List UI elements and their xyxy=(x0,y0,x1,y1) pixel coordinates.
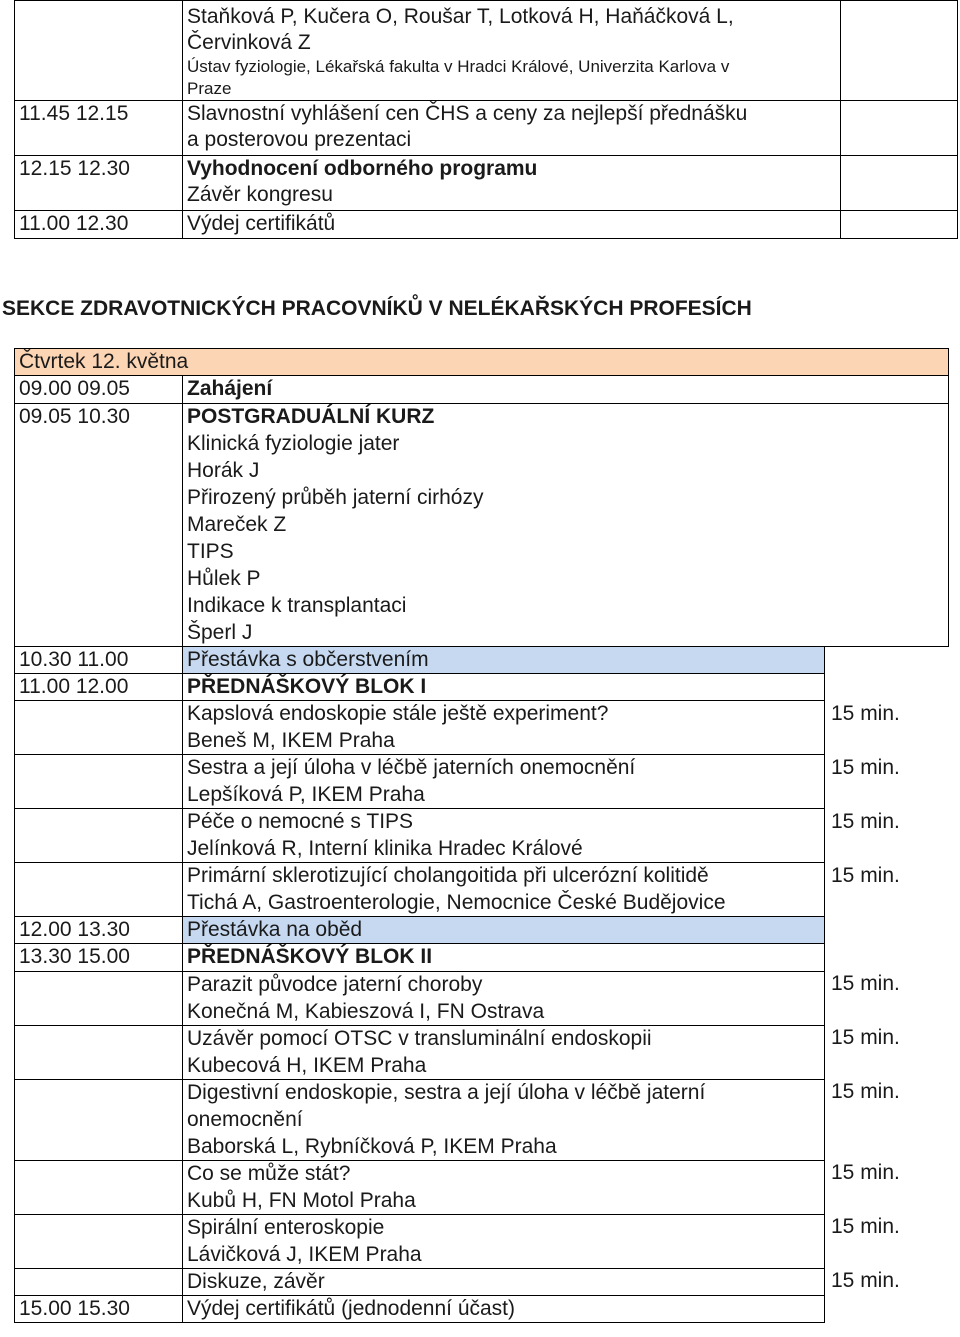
talk-cell xyxy=(183,1025,825,1079)
authors-line: Červinková Z xyxy=(187,31,311,54)
talk-row xyxy=(15,1268,949,1295)
award-title: Slavnostní vyhlášení cen ČHS a ceny za nejlepší přednášku xyxy=(187,102,748,125)
time-cell: 11.45 12.15 xyxy=(15,101,183,156)
empty-time-cell xyxy=(15,1079,183,1160)
table-row xyxy=(15,376,949,403)
block-title: PŘEDNÁŠKOVÝ BLOK I xyxy=(183,673,825,700)
empty-cell xyxy=(825,673,949,700)
title-cell xyxy=(183,101,841,156)
time-cell: 11.00 12.30 xyxy=(15,211,183,239)
talk-speaker: Konečná M, Kabieszová I, FN Ostrava xyxy=(187,999,545,1023)
title-cell xyxy=(183,156,841,211)
break-cell: Přestávka na oběd xyxy=(183,917,825,944)
time-cell: 11.00 12.00 xyxy=(15,673,183,700)
time-cell xyxy=(15,1,183,101)
time-cell: 12.15 12.30 xyxy=(15,156,183,211)
talk-row xyxy=(15,1214,949,1268)
empty-time-cell xyxy=(15,1025,183,1079)
empty-cell xyxy=(825,944,949,971)
table-row xyxy=(15,944,949,971)
time-cell: 12.00 13.30 xyxy=(15,917,183,944)
talk-duration: 15 min. xyxy=(831,863,900,887)
talk-topic: Parazit původce jaterní choroby xyxy=(187,972,483,996)
talk-speaker: Lávičková J, IKEM Praha xyxy=(187,1242,422,1266)
empty-time-cell xyxy=(15,1160,183,1214)
talk-speaker: Tichá A, Gastroenterologie, Nemocnice České Budějovice xyxy=(187,891,726,915)
table-row xyxy=(15,917,949,944)
table-row xyxy=(15,646,949,673)
talk-cell xyxy=(183,1214,825,1268)
talk-topic: Primární sklerotizující cholangoitida při ulcerózní kolitidě xyxy=(187,864,709,888)
section-program-table xyxy=(14,348,949,1323)
certificates-cell: Výdej certifikátů xyxy=(183,211,841,239)
empty-cell xyxy=(841,101,958,156)
talk-row xyxy=(15,863,949,917)
talk-duration: 15 min. xyxy=(831,701,900,725)
talk-row xyxy=(15,701,949,755)
talk-cell: Diskuze, závěr xyxy=(183,1268,825,1295)
authors-line: Staňková P, Kučera O, Roušar T, Lotková H, Haňáčková L, xyxy=(187,5,734,28)
talk-duration: 15 min. xyxy=(831,1026,900,1050)
talk-duration: 15 min. xyxy=(831,1080,900,1104)
talk-topic: Spirální enteroskopie xyxy=(187,1215,385,1239)
talk-row xyxy=(15,1079,949,1160)
talk-topic: Kapslová endoskopie stále ještě experiment? xyxy=(187,702,609,726)
previous-program-table xyxy=(14,0,958,239)
talk-cell xyxy=(183,701,825,755)
course-speaker: Mareček Z xyxy=(187,512,287,536)
talk-topic: Digestivní endoskopie, sestra a její úloha v léčbě jaterní xyxy=(187,1080,706,1104)
course-topic: Indikace k transplantaci xyxy=(187,593,407,617)
time-cell: 15.00 15.30 xyxy=(15,1296,183,1323)
talk-speaker: Kubecová H, IKEM Praha xyxy=(187,1053,427,1077)
talk-duration: 15 min. xyxy=(831,809,900,833)
certificates-cell: Výdej certifikátů (jednodenní účast) xyxy=(183,1296,825,1323)
course-title: POSTGRADUÁLNÍ KURZ xyxy=(187,404,435,428)
closing-title: Závěr kongresu xyxy=(187,183,333,206)
talk-duration: 15 min. xyxy=(831,1269,900,1293)
section-heading: SEKCE ZDRAVOTNICKÝCH PRACOVNÍKŮ V NELÉKAŘSKÝCH PROFESÍCH xyxy=(2,297,752,320)
talk-row xyxy=(15,1160,949,1214)
talk-topic: Sestra a její úloha v léčbě jaterních onemocnění xyxy=(187,756,636,780)
course-topic: Přirozený průběh jaterní cirhózy xyxy=(187,485,484,509)
talk-row xyxy=(15,755,949,809)
empty-cell xyxy=(825,646,949,673)
talk-topic: Co se může stát? xyxy=(187,1161,351,1185)
talk-cell xyxy=(183,1079,825,1160)
talk-speaker: Beneš M, IKEM Praha xyxy=(187,729,395,753)
empty-cell xyxy=(841,211,958,239)
course-speaker: Šperl J xyxy=(187,620,253,644)
talk-row xyxy=(15,971,949,1025)
course-cell xyxy=(183,403,949,646)
table-row xyxy=(15,1296,949,1323)
affiliation-line: Ústav fyziologie, Lékařská fakulta v Hradci Králové, Univerzita Karlova v xyxy=(187,57,730,76)
talk-topic-cont: onemocnění xyxy=(187,1107,303,1131)
day-header: Čtvrtek 12. května xyxy=(15,349,949,376)
empty-time-cell xyxy=(15,971,183,1025)
talk-speaker: Lepšíková P, IKEM Praha xyxy=(187,783,425,807)
empty-time-cell xyxy=(15,755,183,809)
course-speaker: Hůlek P xyxy=(187,566,261,590)
table-row xyxy=(15,156,958,211)
block-title: PŘEDNÁŠKOVÝ BLOK II xyxy=(183,944,825,971)
talk-topic: Péče o nemocné s TIPS xyxy=(187,810,414,834)
course-topic: TIPS xyxy=(187,539,234,563)
affiliation-line: Praze xyxy=(187,79,232,98)
break-cell: Přestávka s občerstvením xyxy=(183,646,825,673)
empty-time-cell xyxy=(15,809,183,863)
talk-cell xyxy=(183,971,825,1025)
talk-cell xyxy=(183,809,825,863)
time-cell: 10.30 11.00 xyxy=(15,646,183,673)
table-row xyxy=(15,101,958,156)
talk-row xyxy=(15,1025,949,1079)
empty-cell xyxy=(841,156,958,211)
authors-cell xyxy=(183,1,841,101)
empty-cell xyxy=(825,1296,949,1323)
empty-cell xyxy=(841,1,958,101)
talk-topic: Uzávěr pomocí OTSC v transluminální endoskopii xyxy=(187,1026,652,1050)
talk-cell xyxy=(183,755,825,809)
time-cell: 09.00 09.05 xyxy=(15,376,183,403)
course-topic: Klinická fyziologie jater xyxy=(187,431,400,455)
empty-time-cell xyxy=(15,701,183,755)
talk-cell xyxy=(183,863,825,917)
course-speaker: Horák J xyxy=(187,458,260,482)
talk-cell xyxy=(183,1160,825,1214)
talk-speaker: Baborská L, Rybníčková P, IKEM Praha xyxy=(187,1134,557,1158)
talk-row xyxy=(15,809,949,863)
empty-time-cell xyxy=(15,1214,183,1268)
empty-time-cell xyxy=(15,1268,183,1295)
empty-cell xyxy=(825,917,949,944)
talk-speaker: Jelínková R, Interní klinika Hradec Králové xyxy=(187,837,583,861)
opening-title: Zahájení xyxy=(183,376,949,403)
talk-duration: 15 min. xyxy=(831,755,900,779)
table-row xyxy=(15,673,949,700)
talk-duration: 15 min. xyxy=(831,1161,900,1185)
time-cell: 09.05 10.30 xyxy=(15,403,183,646)
time-cell: 13.30 15.00 xyxy=(15,944,183,971)
table-row xyxy=(15,211,958,239)
empty-time-cell xyxy=(15,863,183,917)
talk-duration: 15 min. xyxy=(831,1215,900,1239)
table-row xyxy=(15,1,958,101)
evaluation-title: Vyhodnocení odborného programu xyxy=(187,157,538,180)
table-row xyxy=(15,349,949,376)
table-row xyxy=(15,403,949,646)
award-title-cont: a posterovou prezentaci xyxy=(187,128,412,151)
talk-duration: 15 min. xyxy=(831,972,900,996)
talk-speaker: Kubů H, FN Motol Praha xyxy=(187,1188,416,1212)
